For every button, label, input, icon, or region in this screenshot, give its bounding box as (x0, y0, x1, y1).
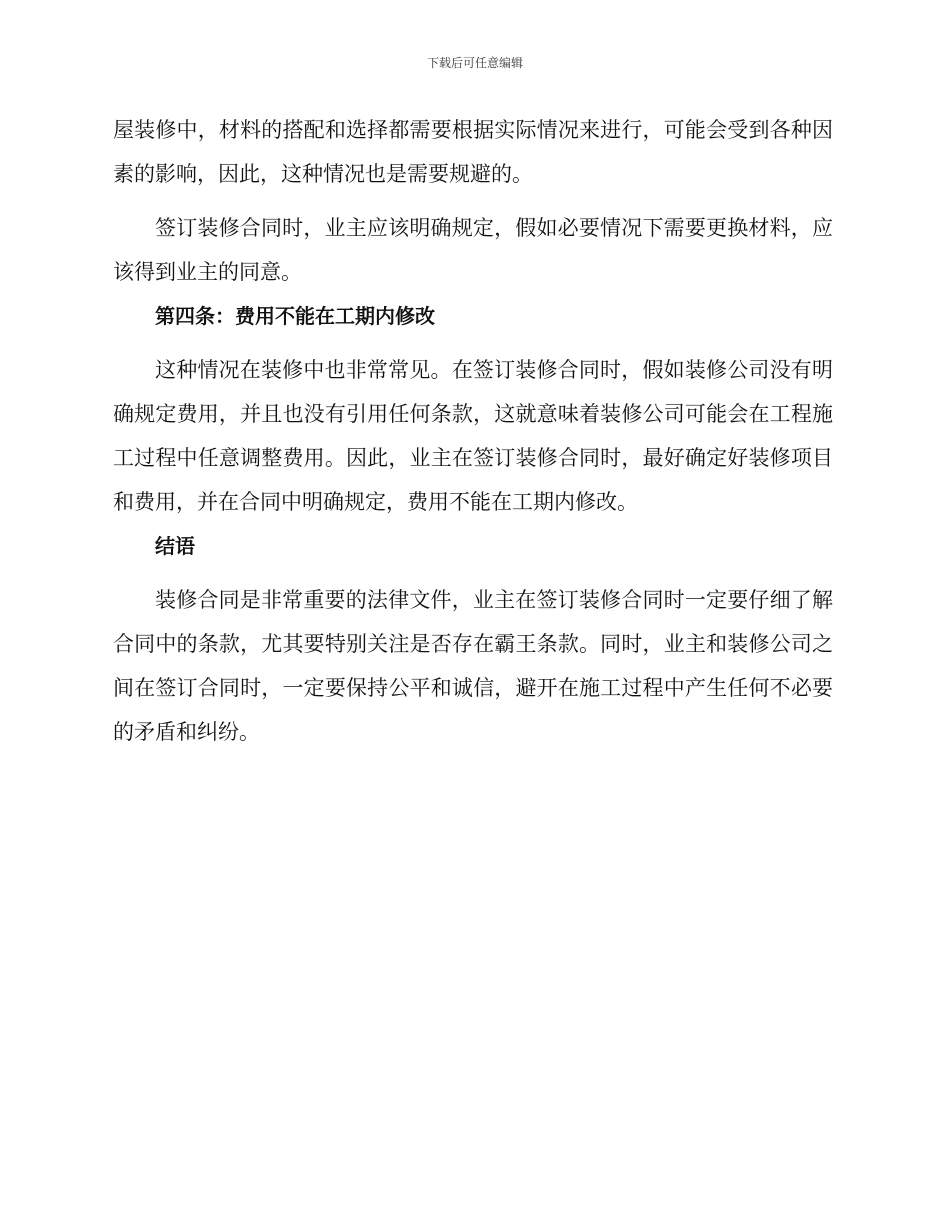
section-heading-article-four: 第四条：费用不能在工期内修改 (155, 304, 435, 328)
section-heading-conclusion: 结语 (155, 534, 195, 558)
document-body (113, 108, 833, 754)
paragraph-continuation: 屋装修中，材料的搭配和选择都需要根据实际情况来进行，可能会受到各种因素的影响，因此，这种情况也是需要规避的。 (113, 118, 833, 186)
paragraph-fee-changes: 这种情况在装修中也非常常见。在签订装修合同时，假如装修公司没有明确规定费用，并且也没有引用任何条款，这就意味着装修公司可能会在工程施工过程中任意调整费用。因此，业主在签订装修合同时，最好确定好装修项目和费用，并在合同中明确规定，费用不能在工期内修改。 (113, 358, 833, 514)
paragraph-conclusion: 装修合同是非常重要的法律文件，业主在签订装修合同时一定要仔细了解合同中的条款，尤其要特别关注是否存在霸王条款。同时，业主和装修公司之间在签订合同时，一定要保持公平和诚信，避开在施工过程中产生任何不必要的矛盾和纠纷。 (113, 588, 833, 744)
paragraph-material-replacement: 签订装修合同时，业主应该明确规定，假如必要情况下需要更换材料，应该得到业主的同意。 (113, 216, 833, 284)
page-header: 下载后可任意编辑 (426, 56, 523, 70)
paragraph-gap (113, 196, 833, 206)
